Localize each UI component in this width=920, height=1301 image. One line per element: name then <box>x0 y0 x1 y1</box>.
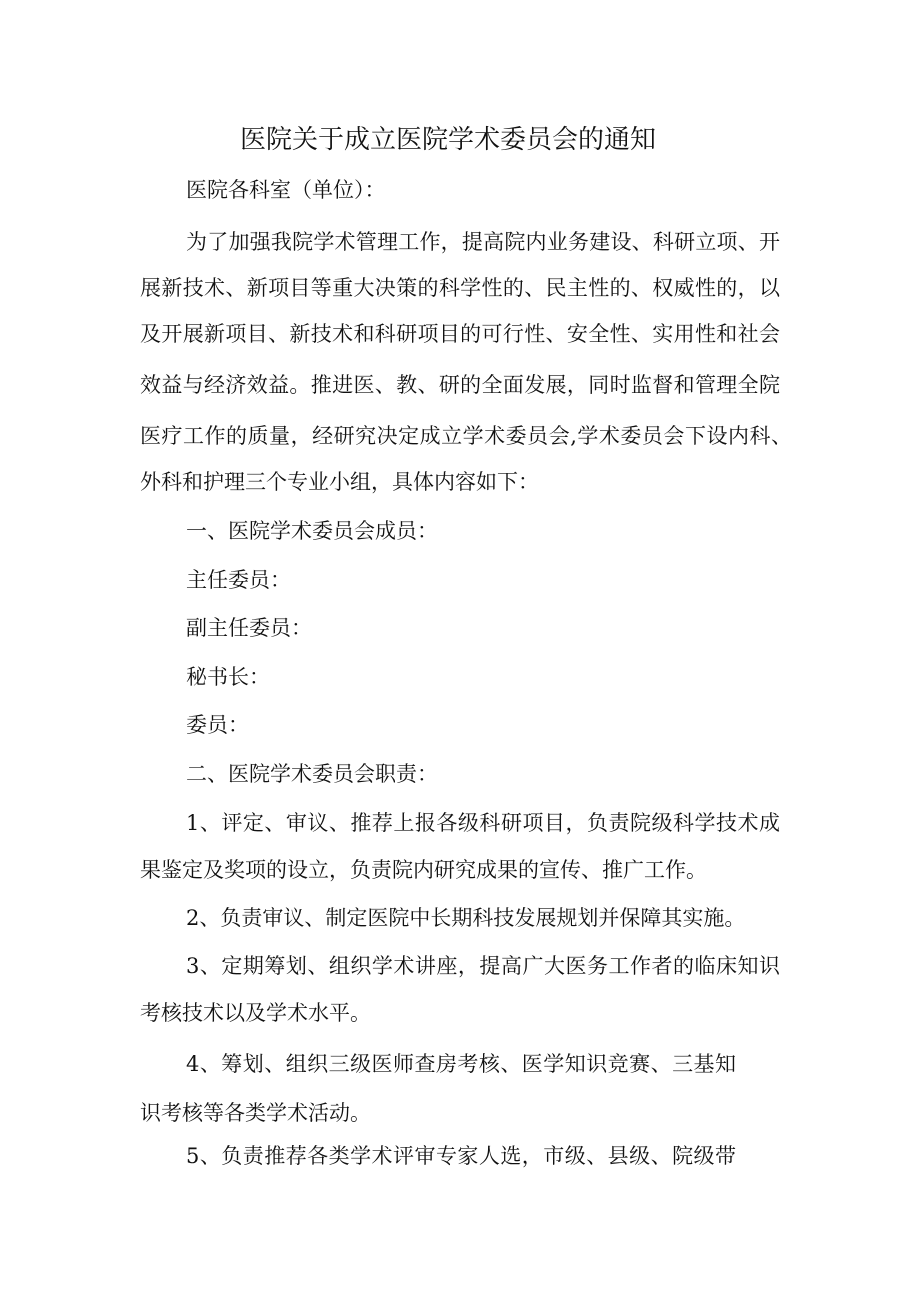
duty-5-line-1: 5、负责推荐各类学术评审专家人选，市级、县级、院级带 <box>186 1144 736 1168</box>
intro-line-2: 展新技术、新项目等重大决策的科学性的、民主性的、权威性的，以 <box>140 276 780 300</box>
duty-1-line-1: 1、评定、审议、推荐上报各级科研项目，负责院级科学技术成 <box>186 811 780 835</box>
intro-line-5: 医疗工作的质量，经研究决定成立学术委员会,学术委员会下设内科、 <box>140 424 792 448</box>
member-members: 委员： <box>186 713 249 737</box>
duty-3-line-1: 3、定期筹划、组织学术讲座，提高广大医务工作者的临床知识 <box>186 954 780 978</box>
intro-line-6: 外科和护理三个专业小组，具体内容如下： <box>140 470 539 494</box>
intro-line-3: 及开展新项目、新技术和科研项目的可行性、安全性、实用性和社会 <box>140 322 780 346</box>
duty-3-line-2: 考核技术以及学术水平。 <box>140 1001 371 1025</box>
intro-line-1: 为了加强我院学术管理工作，提高院内业务建设、科研立项、开 <box>186 230 780 254</box>
section2-heading: 二、医院学术委员会职责： <box>186 762 438 786</box>
member-deputy-director: 副主任委员： <box>186 616 312 640</box>
salutation: 医院各科室（单位）： <box>186 178 386 202</box>
intro-line-4: 效益与经济效益。推进医、教、研的全面发展，同时监督和管理全院 <box>140 373 780 397</box>
duty-1-line-2: 果鉴定及奖项的设立，负责院内研究成果的宣传、推广工作。 <box>140 858 707 882</box>
section1-heading: 一、医院学术委员会成员： <box>186 519 438 543</box>
duty-2: 2、负责审议、制定医院中长期科技发展规划并保障其实施。 <box>186 906 746 930</box>
member-director: 主任委员： <box>186 568 291 592</box>
document-title: 医院关于成立医院学术委员会的通知 <box>240 125 657 155</box>
duty-4-line-2: 识考核等各类学术活动。 <box>140 1101 371 1125</box>
duty-4-line-1: 4、筹划、组织三级医师查房考核、医学知识竞赛、三基知 <box>186 1052 736 1076</box>
member-secretary: 秘书长： <box>186 665 270 689</box>
